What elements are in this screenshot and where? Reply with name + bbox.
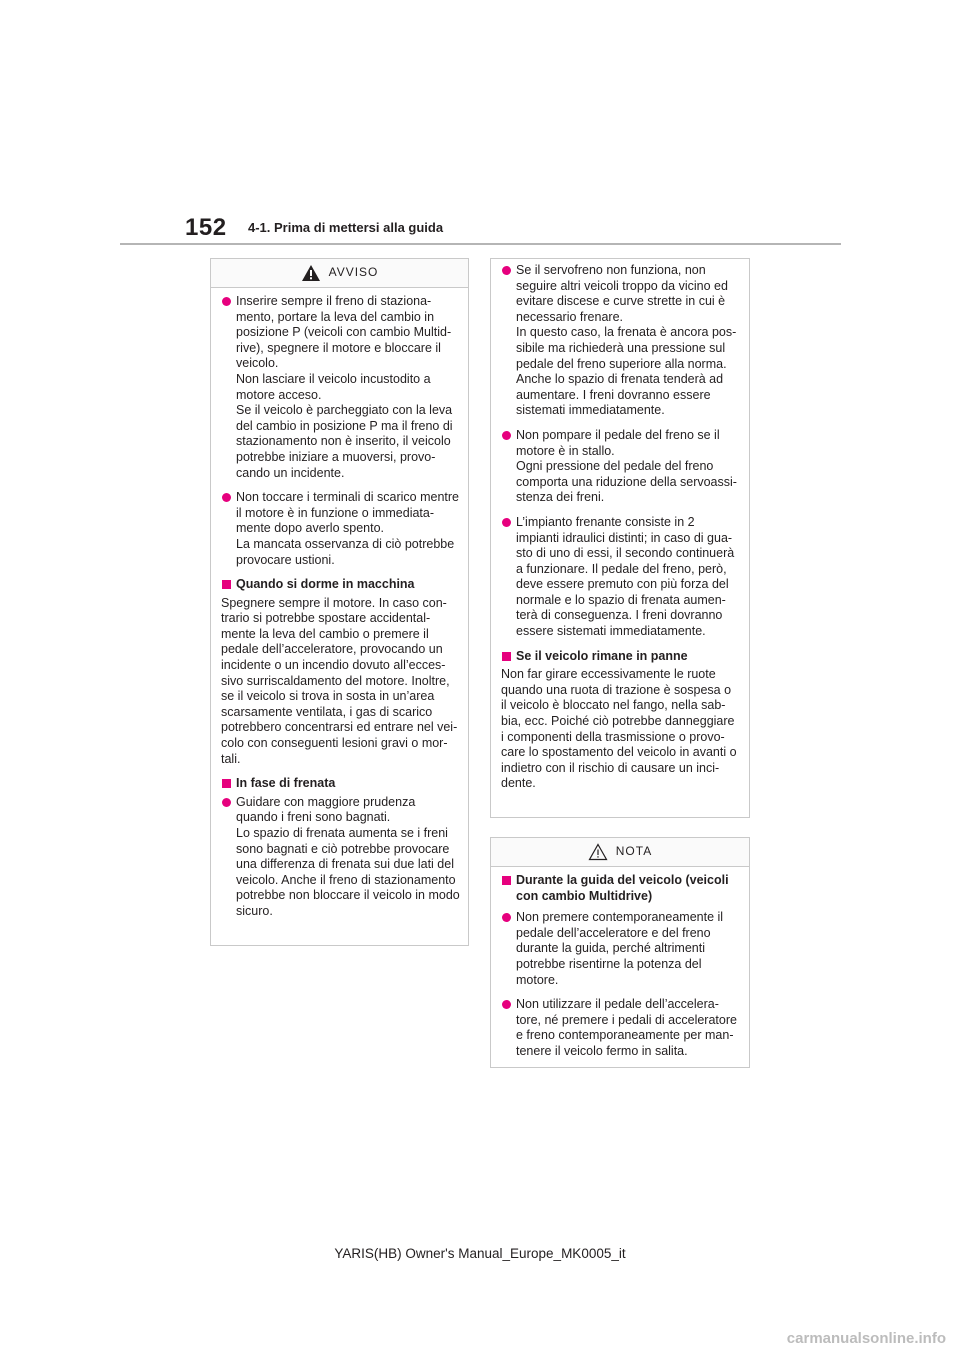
text-line: Inserire sempre il freno di staziona- <box>236 294 432 308</box>
text-line: Non toccare i terminali di scarico mentre <box>236 490 459 505</box>
notice-title: NOTA <box>615 844 653 859</box>
stranded-paragraph <box>501 667 739 792</box>
warning-item-exhaust <box>221 490 458 568</box>
text-line: veicolo. <box>236 356 279 371</box>
text-line: se il veicolo si trova in sosta in un’area <box>221 689 435 704</box>
text-line: comporta una riduzione della servoassi- <box>516 474 737 489</box>
notice-box <box>490 837 750 1068</box>
text-line: sibile ma richiederà una pressione sul <box>516 340 726 355</box>
watermark: carmanualsonline.info <box>786 1330 946 1347</box>
caution-triangle-icon <box>588 843 608 861</box>
text-line: dente. <box>501 776 536 791</box>
text-line: indietro con il rischio di causare un inci- <box>501 760 720 775</box>
text-line: Durante la guida del veicolo (veicoli <box>516 873 729 887</box>
notice-box-header <box>491 838 749 867</box>
text-line: Ogni pressione del pedale del freno <box>516 459 714 474</box>
text-line: scarsamente ventilata, i gas di scarico <box>221 704 433 719</box>
text-line: pedale dell’acceleratore, provocando un <box>221 642 443 657</box>
text-line: pedale dell’acceleratore e del freno <box>516 925 711 940</box>
text-line: motore acceso. <box>236 387 322 402</box>
text-line: Anche lo spazio di frenata tenderà ad <box>516 372 724 387</box>
text-line: Lo spazio di frenata aumenta se i freni <box>236 826 448 840</box>
stranded-heading: Se il veicolo rimane in panne <box>501 649 739 665</box>
text-line: colo con conseguenti lesioni gravi o mor- <box>221 736 448 751</box>
warning-item-hydraulics <box>501 515 739 640</box>
text-line: quando una ruota di trazione è sospesa o <box>501 682 732 697</box>
text-line: seguire altri veicoli troppo da vicino ed <box>516 278 728 293</box>
warning-box <box>210 258 469 946</box>
warning-box-header <box>211 259 468 288</box>
warning-item-pumping <box>501 428 739 506</box>
text-line: sivo surriscaldamento del motore. Inoltre, <box>221 673 450 688</box>
text-line: il motore è in funzione o immediata- <box>236 505 435 520</box>
warning-item-wet-brakes <box>221 795 458 920</box>
text-line: trario si potrebbe spostare accidental- <box>221 611 431 626</box>
notice-item-pedals-driving <box>501 910 739 988</box>
text-line: potrebbe risentirne la potenza del <box>516 956 702 971</box>
braking-heading: In fase di frenata <box>221 776 458 792</box>
text-line: il veicolo è bloccato nel fango, nella sab- <box>501 698 726 713</box>
text-line: tenere il veicolo fermo in salita. <box>516 1043 688 1058</box>
text-line: sto di uno di essi, il secondo continuerà <box>516 546 735 561</box>
text-line: durante la guida, perché altrimenti <box>516 941 706 956</box>
text-line: tore, né premere i pedali di acceleratore <box>516 1012 737 1027</box>
text-line: necessario frenare. <box>516 309 624 324</box>
sleeping-paragraph <box>221 596 458 768</box>
text-line: veicolo. Anche il freno di stazionamento <box>236 872 456 887</box>
text-line: Non premere contemporaneamente il <box>516 910 724 925</box>
text-line: provocare ustioni. <box>236 552 335 567</box>
text-line: motore è in stallo. <box>516 443 615 458</box>
text-line: Guidare con maggiore prudenza <box>236 794 416 809</box>
text-line: motore. <box>516 972 559 987</box>
text-line: aumentare. I freni dovranno essere <box>516 387 711 402</box>
text-line: una differenza di frenata sui due lati del <box>236 857 454 872</box>
text-line: In questo caso, la frenata è ancora pos- <box>516 325 737 340</box>
text-line: La mancata osservanza di ciò potrebbe <box>236 536 455 551</box>
text-line: potrebbero concentrarsi ed entrare nel vei- <box>221 720 458 735</box>
notice-item-pedals-uphill <box>501 997 739 1059</box>
text-line: stazionamento non è inserito, il veicolo <box>236 434 451 449</box>
section-title: 4-1. Prima di mettersi alla guida <box>248 220 444 235</box>
text-line: essere sistemati immediatamente. <box>516 624 706 639</box>
text-line: mente la leva del cambio o premere il <box>221 626 429 641</box>
text-line: deve essere premuto con più forza del <box>516 577 729 592</box>
text-line: care lo spostamento del veicolo in avanti o <box>501 745 737 760</box>
text-line: incidente o un incendio dovuto all’ecces- <box>221 658 446 673</box>
text-line: potrebbe iniziare a muoversi, provo- <box>236 449 436 464</box>
warning-item-parking <box>221 294 458 481</box>
text-line: i componenti della trasmissione o provo- <box>501 729 725 744</box>
text-line: bia, ecc. Poiché ciò potrebbe danneggiare <box>501 714 735 729</box>
text-line: Non pompare il pedale del freno se il <box>516 427 720 442</box>
text-line: pedale del freno superiore alla norma. <box>516 356 727 371</box>
text-line: rive), spegnere il motore e bloccare il <box>236 340 441 355</box>
text-line: sistemati immediatamente. <box>516 403 665 418</box>
text-line: L’impianto frenante consiste in 2 <box>516 514 695 529</box>
text-line: tali. <box>221 751 241 766</box>
text-line: Non lasciare il veicolo incustodito a <box>236 371 431 386</box>
text-line: a funzionare. Il pedale del freno, però, <box>516 561 727 576</box>
text-line: potrebbe non bloccare il veicolo in modo <box>236 888 460 903</box>
text-line: Non far girare eccessivamente le ruote <box>501 667 716 682</box>
multidrive-heading <box>501 873 739 904</box>
warning-continued-box <box>490 258 750 818</box>
text-line: mente dopo averlo spento. <box>236 521 385 536</box>
text-line: e freno contemporaneamente per man- <box>516 1028 734 1043</box>
warning-item-servo <box>501 263 739 419</box>
text-line: sono bagnati e ciò potrebbe provocare <box>236 841 450 856</box>
text-line: con cambio Multidrive) <box>516 888 653 903</box>
text-line: normale e lo spazio di frenata aumen- <box>516 592 726 607</box>
text-line: del cambio in posizione P ma il freno di <box>236 418 453 433</box>
text-line: posizione P (veicoli con cambio Multid- <box>236 325 452 340</box>
text-line: cando un incidente. <box>236 465 345 480</box>
sleeping-heading: Quando si dorme in macchina <box>221 577 458 593</box>
warning-triangle-icon <box>301 264 321 282</box>
text-line: mento, portare la leva del cambio in <box>236 309 435 324</box>
text-line: Se il veicolo è parcheggiato con la leva <box>236 403 453 418</box>
text-line: stenza dei freni. <box>516 490 605 505</box>
text-line: impianti idraulici distinti; in caso di gua- <box>516 530 733 545</box>
header-rule <box>120 243 841 245</box>
text-line: terà di conseguenza. I freni dovranno <box>516 608 723 623</box>
warning-title: AVVISO <box>328 265 379 280</box>
document-id: YARIS(HB) Owner's Manual_Europe_MK0005_it <box>334 1246 626 1261</box>
page-number: 152 <box>185 214 227 241</box>
text-line: Spegnere sempre il motore. In caso con- <box>221 595 447 610</box>
text-line: Se il servofreno non funziona, non <box>516 263 706 277</box>
text-line: evitare discese e curve strette in cui è <box>516 294 726 309</box>
text-line: sicuro. <box>236 903 273 918</box>
text-line: Non utilizzare il pedale dell’accelera- <box>516 997 719 1012</box>
text-line: quando i freni sono bagnati. <box>236 810 391 825</box>
